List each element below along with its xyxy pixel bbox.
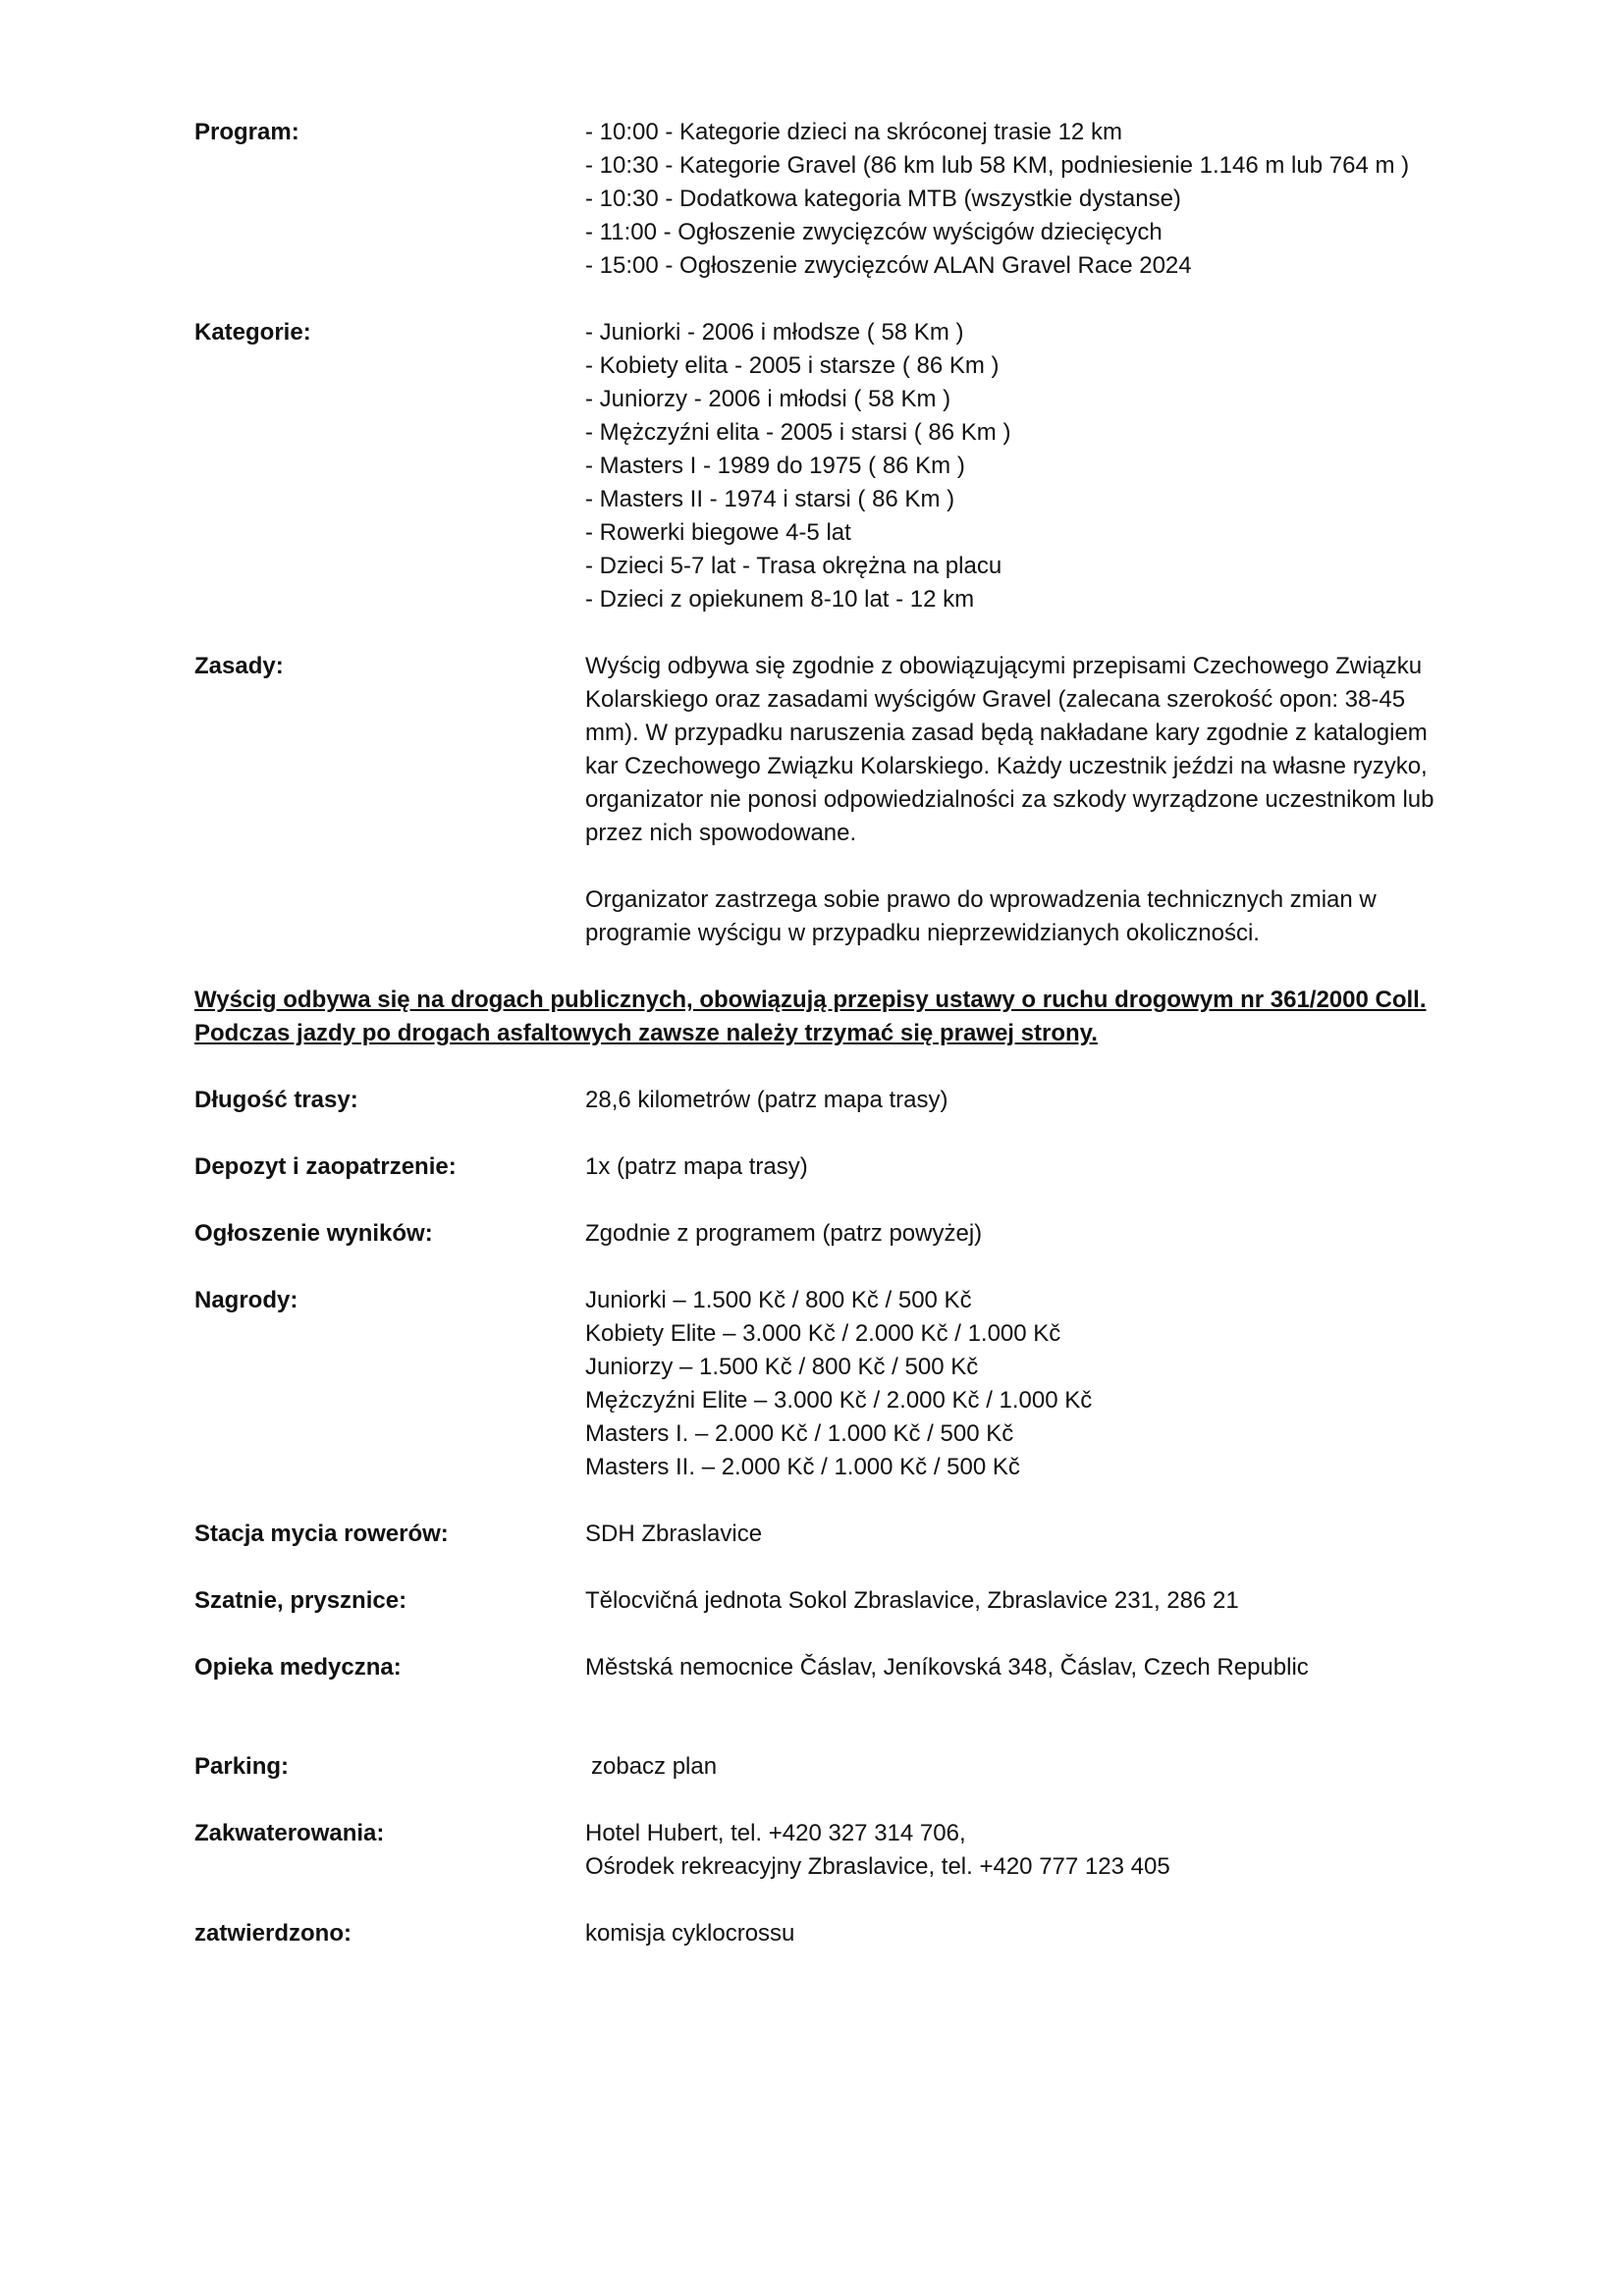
- prize-item: Masters I. – 2.000 Kč / 1.000 Kč / 500 Kč: [585, 1420, 1014, 1447]
- results-label: Ogłoszenie wyników:: [194, 1220, 433, 1247]
- medical-label: Opieka medyczna:: [194, 1654, 402, 1681]
- parking-value: zobacz plan: [591, 1753, 718, 1780]
- rules-line: przez nich spowodowane.: [585, 820, 857, 846]
- program-label: Program:: [194, 119, 299, 145]
- rules-line: kar Czechowego Związku Kolarskiego. Każdy uczestnik jeździ na własne ryzyko,: [585, 753, 1428, 779]
- rules-line: Kolarskiego oraz zasadami wyścigów Gravel (zalecana szerokość opon: 38-45: [585, 686, 1406, 713]
- prize-item: Masters II. – 2.000 Kč / 1.000 Kč / 500 Kč: [585, 1454, 1020, 1480]
- depot-label: Depozyt i zaopatrzenie:: [194, 1153, 457, 1180]
- rules-line: Wyścig odbywa się zgodnie z obowiązującymi przepisami Czechowego Związku: [585, 653, 1423, 679]
- category-item: - Kobiety elita - 2005 i starsze ( 86 Km ): [585, 352, 1000, 379]
- category-item: - Dzieci z opiekunem 8-10 lat - 12 km: [585, 586, 975, 613]
- medical-value: Městská nemocnice Čáslav, Jeníkovská 348, Čáslav, Czech Republic: [585, 1654, 1309, 1681]
- bike-wash-value: SDH Zbraslavice: [585, 1521, 763, 1547]
- category-item: - Dzieci 5-7 lat - Trasa okrężna na placu: [585, 553, 1002, 579]
- public-roads-notice: [194, 984, 1500, 1050]
- program-item: - 10:00 - Kategorie dzieci na skróconej trasie 12 km: [585, 119, 1122, 145]
- category-item: - Rowerki biegowe 4-5 lat: [585, 519, 851, 546]
- changing-rooms-label: Szatnie, prysznice:: [194, 1587, 407, 1614]
- bike-wash-section: [194, 1518, 1500, 1551]
- category-item: - Juniorki - 2006 i młodsze ( 58 Km ): [585, 319, 964, 346]
- prizes-section: [194, 1284, 1500, 1484]
- parking-label: Parking:: [194, 1753, 290, 1780]
- results-value: Zgodnie z programem (patrz powyżej): [585, 1220, 983, 1247]
- program-item: - 11:00 - Ogłoszenie zwycięzców wyścigów dziecięcych: [585, 219, 1163, 245]
- program-item: - 15:00 - Ogłoszenie zwycięzców ALAN Gravel Race 2024: [585, 252, 1192, 279]
- changing-rooms-section: [194, 1584, 1500, 1618]
- rules-line: organizator nie ponosi odpowiedzialności za szkody wyrządzone uczestnikom lub: [585, 786, 1435, 813]
- bike-wash-label: Stacja mycia rowerów:: [194, 1521, 449, 1547]
- category-item: - Masters II - 1974 i starsi ( 86 Km ): [585, 486, 955, 512]
- prize-item: Juniorki – 1.500 Kč / 800 Kč / 500 Kč: [585, 1287, 972, 1313]
- approved-value: komisja cyklocrossu: [585, 1920, 795, 1947]
- rules-line: mm). W przypadku naruszenia zasad będą nakładane kary zgodnie z katalogiem: [585, 720, 1428, 746]
- rules-section: [194, 650, 1500, 950]
- route-length-label: Długość trasy:: [194, 1087, 358, 1113]
- program-item: - 10:30 - Dodatkowa kategoria MTB (wszystkie dystanse): [585, 186, 1181, 212]
- route-length-value: 28,6 kilometrów (patrz mapa trasy): [585, 1087, 948, 1113]
- category-item: - Mężczyźni elita - 2005 i starsi ( 86 Km ): [585, 419, 1011, 446]
- rules-text: [585, 650, 1500, 950]
- category-item: - Juniorzy - 2006 i młodsi ( 58 Km ): [585, 386, 951, 412]
- program-item: - 10:30 - Kategorie Gravel (86 km lub 58 KM, podniesienie 1.146 m lub 764 m ): [585, 152, 1410, 179]
- prize-item: Juniorzy – 1.500 Kč / 800 Kč / 500 Kč: [585, 1354, 979, 1380]
- rules-line: programie wyścigu w przypadku nieprzewidzianych okoliczności.: [585, 920, 1260, 946]
- accommodation-item: Ośrodek rekreacyjny Zbraslavice, tel. +420 777 123 405: [585, 1853, 1170, 1880]
- notice-line: Podczas jazdy po drogach asfaltowych zawsze należy trzymać się prawej strony.: [194, 1020, 1098, 1046]
- notice-line: Wyścig odbywa się na drogach publicznych, obowiązują przepisy ustawy o ruchu drogowym nr 361/2000 Coll.: [194, 987, 1427, 1013]
- program-list: [585, 116, 1500, 283]
- categories-list: [585, 316, 1500, 616]
- rules-label: Zasady:: [194, 653, 284, 679]
- program-section: [194, 116, 1500, 283]
- category-item: - Masters I - 1989 do 1975 ( 86 Km ): [585, 453, 965, 479]
- route-length-section: [194, 1084, 1500, 1117]
- parking-section: [194, 1750, 1500, 1784]
- accommodation-section: [194, 1817, 1500, 1884]
- approved-section: [194, 1917, 1500, 1950]
- depot-section: [194, 1150, 1500, 1184]
- categories-section: [194, 316, 1500, 616]
- document-page: [194, 116, 1500, 1984]
- categories-label: Kategorie:: [194, 319, 311, 346]
- accommodation-label: Zakwaterowania:: [194, 1820, 385, 1846]
- prize-item: Kobiety Elite – 3.000 Kč / 2.000 Kč / 1.000 Kč: [585, 1320, 1061, 1347]
- rules-paragraph: [585, 883, 1500, 950]
- approved-label: zatwierdzono:: [194, 1920, 352, 1947]
- depot-value: 1x (patrz mapa trasy): [585, 1153, 808, 1180]
- prizes-label: Nagrody:: [194, 1287, 298, 1313]
- changing-rooms-value: Tělocvičná jednota Sokol Zbraslavice, Zbraslavice 231, 286 21: [585, 1587, 1239, 1614]
- prize-item: Mężczyźni Elite – 3.000 Kč / 2.000 Kč / 1.000 Kč: [585, 1387, 1093, 1414]
- rules-line: Organizator zastrzega sobie prawo do wprowadzenia technicznych zmian w: [585, 886, 1377, 913]
- prizes-list: [585, 1284, 1500, 1484]
- medical-section: [194, 1651, 1500, 1684]
- results-section: [194, 1217, 1500, 1251]
- rules-paragraph: [585, 650, 1500, 850]
- accommodation-item: Hotel Hubert, tel. +420 327 314 706,: [585, 1820, 966, 1846]
- accommodation-list: [585, 1817, 1500, 1884]
